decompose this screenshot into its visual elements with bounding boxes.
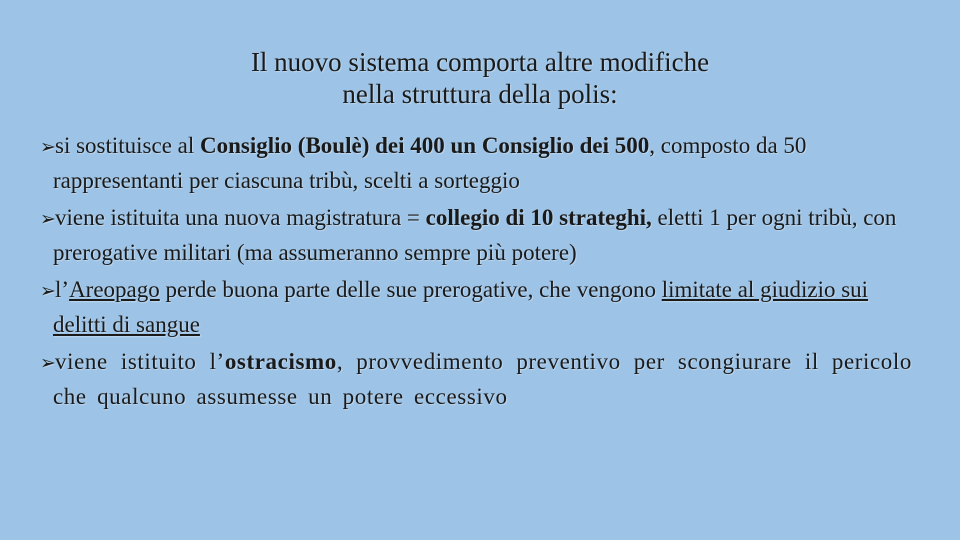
bullet-item-areopago xyxy=(40,273,912,342)
bullet-item-ostracismo xyxy=(40,345,913,414)
arrow-bullet-icon: ➢ xyxy=(40,136,56,158)
arrow-bullet-icon: ➢ xyxy=(40,352,57,374)
bullet-text: l’ xyxy=(55,277,70,302)
title-line-2: nella struttura della polis: xyxy=(342,79,618,109)
bullet-list xyxy=(40,129,913,417)
bullet-text: si sostituisce al xyxy=(55,133,201,158)
bullet-underlined-text: limitate al giudizio sui delitti di sangue xyxy=(53,277,869,337)
bullet-item-consiglio xyxy=(40,129,912,198)
arrow-bullet-icon: ➢ xyxy=(40,280,56,302)
bullet-text: , provvedimento preventivo per scongiurare il pericolo che qualcuno assumesse un potere eccessivo xyxy=(53,349,913,409)
bullet-item-strateghi xyxy=(40,201,912,270)
bullet-text: eletti 1 per ogni tribù, con prerogative militari (ma assumeranno sempre più potere) xyxy=(53,205,897,265)
slide-title xyxy=(0,46,960,110)
bullet-bold-text: Consiglio (Boulè) dei 400 un Consiglio dei 500 xyxy=(200,133,650,158)
bullet-bold-text: collegio di 10 strateghi, xyxy=(425,205,652,230)
arrow-bullet-icon: ➢ xyxy=(40,208,56,230)
bullet-text: viene istituito l’ xyxy=(55,349,225,374)
bullet-underlined-text: Areopago xyxy=(69,277,160,302)
bullet-bold-text: ostracismo xyxy=(224,349,337,374)
title-line-1: Il nuovo sistema comporta altre modifiche xyxy=(250,47,710,77)
bullet-text: , composto da 50 rappresentanti per ciascuna tribù, scelti a sorteggio xyxy=(53,133,807,193)
bullet-text: perde buona parte delle sue prerogative, che vengono xyxy=(159,277,662,302)
bullet-text: viene istituita una nuova magistratura = xyxy=(55,205,426,230)
